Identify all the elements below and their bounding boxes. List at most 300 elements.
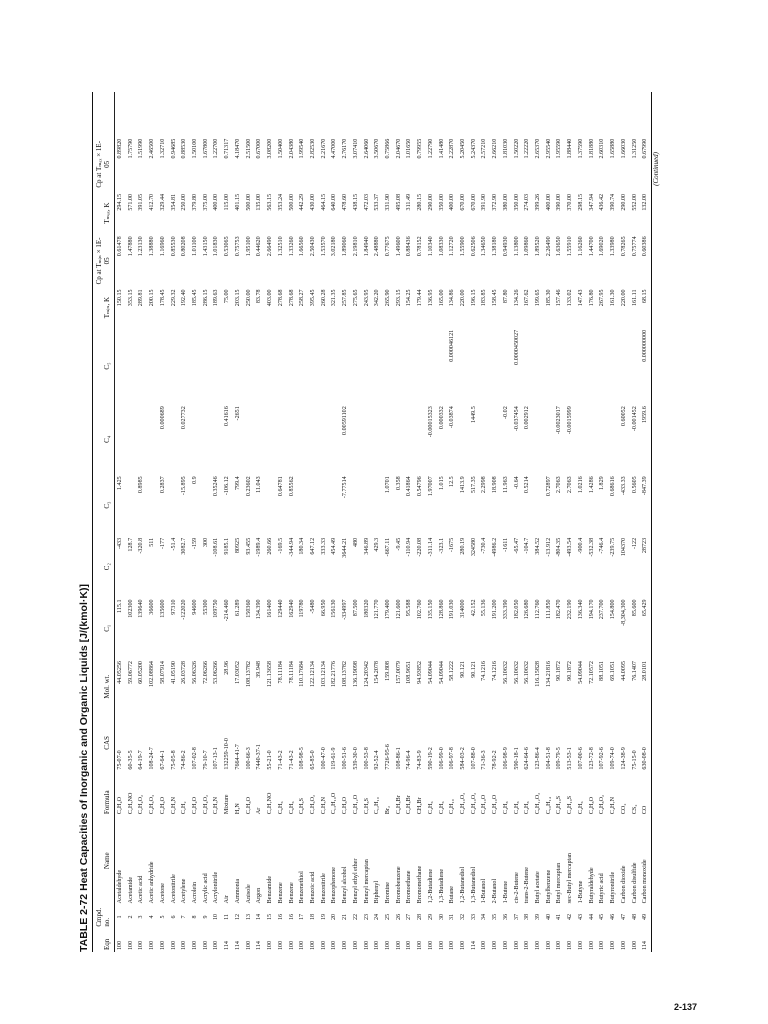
cell-formula: C₉H₁₂O [352,794,359,815]
cell-cmpd-no: 16 [288,913,295,921]
cell-c2: 9185.1 [224,537,231,555]
cell-cp-tmin: 0.75774 [631,236,638,257]
table-row [469,92,480,952]
cell-c3: 0.64781 [277,476,284,497]
cell-cp-tmax: 2.82530 [309,138,316,159]
cell-cas: 55-21-0 [267,750,274,770]
cell-c2: 3082.7 [181,537,188,555]
cell-spacer [136,92,147,137]
cell-cas: 7664-41-7 [234,744,241,770]
cell-cp-tmax: 0.67990 [642,138,649,159]
cell-cmpd-no: 45 [599,913,606,921]
cell-cp-tmin: 1.63650 [556,236,563,257]
cell-spacer [244,92,255,137]
cell-c1: 97310 [170,599,177,615]
cell-cp-tmax: 1.22700 [213,138,220,159]
cell-c2: -804.35 [556,537,563,557]
cell-c3: 0.23602 [245,476,252,497]
cell-cas: 106-97-8 [449,747,456,770]
cell-cas: 7440-37-1 [256,744,263,770]
cell-cas: 109-74-0 [610,747,617,770]
cell-c4 [319,404,330,474]
cell-mol-wt: 72.06266 [202,661,209,684]
cell-formula: C₆H₆ [277,801,284,815]
cell-cmpd-no: 21 [342,913,349,921]
cell-c2: -220.08 [417,537,424,557]
cell-mol-wt: 26.03728 [181,661,188,684]
cell-c5: 0.000046121 [449,329,456,362]
cell-formula: C₇H₇NO [267,792,274,815]
cell-c2: -65.47 [513,537,520,554]
col-header-c2: C₂ [103,563,111,571]
cell-c3: 0.68616 [610,476,617,497]
cell-eqn: 100 [620,940,627,950]
col-header-c3: C₃ [103,501,111,509]
cell-c5 [147,328,158,404]
cell-tmin: 278.68 [277,289,284,307]
cell-c1: -334997 [342,599,349,620]
cell-tmax: 250.00 [181,193,188,211]
cell-formula: C₆H₆ [288,801,295,815]
cell-c4: -2651 [234,406,241,421]
cell-c5 [394,328,405,404]
cell-cp-tmax: 2.21670 [320,138,327,159]
cell-c4 [576,404,587,474]
cell-mol-wt: 78.11184 [277,661,284,684]
cell-cp-tmax: 2.66210 [492,138,499,159]
cell-c1: 180320 [363,599,370,618]
cell-c5 [126,328,137,404]
cell-spacer [426,92,437,137]
cell-eqn: 100 [449,940,456,950]
cell-name: Acetamide [127,876,134,904]
cell-c2: -51.4 [170,537,177,551]
cell-mol-wt: 90.1872 [567,661,574,681]
cell-spacer [265,92,276,137]
cell-name: Benzyl alcohol [342,866,349,904]
cell-mol-wt: 58.07914 [159,661,166,684]
cell-c4 [297,404,308,474]
cell-c3 [362,474,373,536]
col-header-cmpd-no: Cmpd. no. [95,907,111,927]
cell-c2: -320.8 [138,537,145,554]
cell-eqn: 100 [342,940,349,950]
cell-c5 [619,328,630,404]
cell-c4 [533,404,544,474]
cell-tmax: 390.00 [556,193,563,211]
cell-cas: 119-61-9 [331,747,338,770]
col-header-c1: C₁ [103,624,111,632]
cell-cmpd-no: 37 [513,913,520,921]
cell-tmin: 83.78 [256,289,263,304]
cell-cp-tmax: 1.75790 [127,138,134,159]
cell-cmpd-no: 18 [309,913,316,921]
cell-c4 [265,404,276,474]
cell-name: Benzamide [267,875,274,904]
cell-mol-wt: 56.10632 [524,661,531,684]
cell-cp-tmax: 0.75866 [384,138,391,159]
cell-cp-tmax: 3.07410 [352,138,359,159]
cell-spacer [469,92,480,137]
cell-c5 [169,328,180,404]
cell-tmax: 563.15 [267,193,274,211]
cell-c4: 0.00591102 [342,406,349,435]
cell-tmin: 157.46 [556,289,563,307]
cell-mol-wt: 58.1222 [449,661,456,681]
cell-mol-wt: 110.17684 [299,661,306,687]
cell-spacer [394,92,405,137]
cell-spacer [597,92,608,137]
cell-tmax: 380.00 [502,193,509,211]
cell-tmax: 311.49 [406,193,413,211]
cell-cas: 71-36-3 [481,750,488,770]
cell-c1: 194.170 [588,599,595,620]
cell-c5 [490,328,501,404]
cell-cas: 106-98-9 [502,747,509,770]
cell-cp-tmax: 2.60310 [599,138,606,159]
cell-cp-tmax: 1.81030 [502,138,509,159]
cell-c5 [190,328,201,404]
cell-cas: 74-86-2 [181,750,188,770]
cell-cp-tmax: 1.50400 [277,138,284,159]
cell-c1: 55300 [202,599,209,615]
cell-tmax: 280.15 [417,193,424,211]
table-row [437,92,448,952]
cell-formula: C₄H₈ [513,801,520,815]
table-row [362,92,373,952]
cell-c4: -0.02 [502,406,509,419]
cell-c3 [147,474,158,536]
cell-mol-wt: 53.06266 [213,661,220,684]
cell-c2: -159 [192,537,199,550]
cell-cmpd-no: 33 [470,913,477,921]
cell-c3: 11.963 [502,476,509,493]
cell-cp-tmin: 1.32510 [277,236,284,257]
table-row [608,92,619,952]
cell-cmpd-no: 11 [224,914,231,920]
cell-formula: C₇H₈S [363,798,370,815]
cell-c2: 429.3 [374,537,381,552]
cell-cas: 107-00-6 [577,747,584,770]
cell-tmax: 379.80 [192,193,199,211]
cell-c5 [351,328,362,404]
table-row [512,92,523,952]
cell-cp-tmax: 2.04670 [395,138,402,159]
table-row [126,92,137,952]
cell-cp-tmin: 0.94930 [502,236,509,257]
cell-formula: C₇H₆O₂ [309,794,316,815]
cell-mol-wt: 54.09044 [438,661,445,684]
cell-cas: 513-53-1 [567,747,574,770]
cell-c1: 237.700 [599,599,606,620]
cell-cp-tmax: 1.37590 [577,138,584,159]
rotated-table-page [78,92,718,952]
cell-tmin: 75.00 [224,289,231,304]
cell-tmin: 267.95 [599,289,606,307]
cell-tmin: 321.35 [331,289,338,307]
cell-tmax: 412.70 [149,193,156,211]
cell-c3: 0.2837 [159,476,166,494]
cell-tmax: 290.00 [620,193,627,211]
cell-c5 [265,328,276,404]
cell-c2: 346.89 [363,537,370,555]
cell-c5 [426,328,437,404]
cell-cmpd-no: 29 [427,913,434,921]
cell-c4: -0.001452 [631,406,638,432]
cell-c4 [608,404,619,474]
cell-name: Bromine [384,881,391,904]
cell-c3: 2.2998 [481,476,488,494]
cell-cas: 7726-95-6 [384,744,391,770]
table-row [329,92,340,952]
cell-c2: -169.5 [277,537,284,554]
cell-c2: 647.12 [309,537,316,555]
cell-spacer [362,92,373,137]
cell-c1: 66.950 [320,599,327,617]
cell-mol-wt: 44.05256 [117,661,123,684]
cell-formula: C₃H₆O [159,797,166,815]
cell-tmin: 342.20 [374,289,381,307]
cell-tmax: 500.00 [288,193,295,211]
cell-c4 [136,404,147,474]
cell-c4 [201,404,212,474]
cell-cp-tmax: 0.89820 [117,138,123,159]
cell-name: Butyl acetate [535,871,542,904]
cell-tmin: 265.90 [384,289,391,307]
cell-cp-tmax: 0.94685 [170,138,177,159]
cell-c3 [351,474,362,536]
cell-cas: 75-07-0 [117,750,123,770]
cell-cp-tmin: 1.55910 [567,236,574,257]
cell-mol-wt: 76.1407 [631,661,638,681]
cell-cp-tmin: 0.80208 [181,236,188,257]
cell-tmax: 353.24 [277,193,284,211]
cell-eqn: 100 [181,940,188,950]
cell-c5 [437,328,448,404]
cell-formula: C₃H₄O₂ [202,794,209,815]
cell-cmpd-no: 6 [170,915,177,919]
cell-cmpd-no: 38 [524,913,531,921]
cell-cp-tmin: 0.78265 [620,236,627,257]
cell-cp-tmin: 1.01100 [192,236,199,256]
cell-c1: 156130 [331,599,338,618]
cell-c5 [201,328,212,404]
cell-cmpd-no: 7 [181,915,188,919]
cell-c2: 384.52 [535,537,542,555]
cell-tmin: 136.95 [427,289,434,307]
cell-tmax: 478.60 [342,193,349,211]
cell-cp-tmax: 0.79955 [417,138,424,159]
cell-c1: 121.770 [374,599,381,620]
cell-c2: 93.455 [245,537,252,555]
cell-cp-tmax: 4.47000 [331,138,338,159]
cell-c2: 3644.21 [342,537,349,558]
cell-c2: 260.66 [267,537,274,555]
cell-mol-wt: 103.12134 [320,661,327,687]
cell-c1: 94600 [192,599,199,615]
cell-cas: 108-24-7 [149,747,156,770]
cell-c1: 102.760 [417,599,424,620]
cell-cas: 71-43-2 [288,750,295,770]
cell-c5 [544,328,555,404]
table-row [244,92,255,952]
cell-eqn: 100 [267,940,274,950]
cell-eqn: 100 [556,940,563,950]
cell-cp-tmax: 1.65880 [610,138,617,159]
cell-tmin: 200.15 [149,289,156,307]
cell-c5 [244,328,255,404]
cell-c5 [340,328,351,404]
cell-cmpd-no: 15 [267,913,274,921]
cell-name: Ammonia [234,878,241,904]
cell-spacer [319,92,330,137]
cell-tmin: 250.00 [245,289,252,307]
cell-cas: 100-51-6 [342,747,349,770]
cell-formula: C₂H₅NO [127,792,134,815]
cell-cp-tmin: 1.84940 [363,236,370,257]
cell-mol-wt: 56.06326 [192,661,199,684]
cell-cp-tmax: 3.08200 [267,138,274,159]
cell-cp-tmax: 5.24370 [470,138,477,159]
cell-c2: -1675 [449,537,456,553]
cell-c1: 109750 [213,599,220,618]
cell-tmax: 391.90 [481,193,488,211]
cell-formula: C₄H₁₀O₂ [470,792,477,815]
cell-name: Benzene [288,882,295,904]
cell-c4 [383,404,394,474]
cell-formula: C₂H₅Br [406,795,413,815]
cell-c3: 1.829 [599,476,606,491]
cell-c4 [287,404,298,474]
cell-eqn: 100 [331,940,338,950]
table-row [190,92,201,952]
cell-tmax: 274.03 [524,193,531,211]
cell-c5 [608,328,619,404]
cell-formula: C₄H₆ [427,801,434,815]
cell-cp-tmin: 1.16260 [577,236,584,257]
cell-eqn: 100 [149,940,156,950]
cell-spacer [233,92,244,137]
cell-c4 [126,404,137,474]
cell-formula: C₇H₈O [245,797,252,815]
cell-eqn: 100 [363,940,370,950]
cell-mol-wt: 56.10632 [513,661,520,684]
cell-c5 [469,328,480,404]
cell-c3: 11.043 [256,476,263,493]
cell-cp-tmin: 0.75753 [234,236,241,257]
cell-eqn: 100 [170,940,177,950]
table-row [211,92,222,952]
cell-formula: C₂H₃N [170,797,177,815]
cell-cp-tmin: 1.95100 [245,236,252,257]
cell-formula: C₄H₈ [502,801,509,815]
cell-c1: -122020 [181,599,188,620]
cell-c1: 232.190 [567,599,574,620]
cell-spacer [372,92,383,137]
cell-c1: -8,304,300 [620,599,627,626]
cell-eqn: 100 [245,940,252,950]
cell-mol-wt: 78.11184 [288,661,295,684]
cell-tmin: 154.25 [406,289,413,307]
cell-formula: CO₂ [620,803,627,815]
cell-c2: 454.49 [331,537,338,555]
cell-c2: 324580 [470,537,477,557]
cell-c2: -344.94 [288,537,295,557]
cell-mol-wt: 41.05190 [170,661,177,684]
cell-c5 [576,328,587,404]
cell-formula: C₄H₁₀S [556,795,563,815]
cell-name: Air [224,895,231,904]
cell-cas: 60-35-5 [127,750,134,770]
cell-name: 1,2-Butanediol [460,866,466,904]
cell-name: Benzonitrile [320,873,327,904]
cell-c1: 161400 [267,599,274,618]
cell-tmax: 670.00 [470,193,477,211]
cell-c2: 280.19 [460,537,466,555]
cell-mol-wt: 69.1051 [610,661,617,681]
cell-c1: 121.600 [395,599,402,620]
col-header-formula: Formula [103,790,111,815]
cell-tmin: 403.00 [267,289,274,307]
cell-mol-wt: 90.121 [460,661,466,678]
cell-mol-wt: 28.96 [224,661,231,675]
cell-name: Carbon dioxide [620,865,627,904]
cell-cmpd-no: 13 [245,913,252,921]
table-row [179,92,190,952]
cell-name: 1-Butene [502,880,509,904]
cell-eqn: 100 [127,940,134,950]
table-row [501,92,512,952]
cell-c1: 102300 [127,599,134,618]
cell-cmpd-no: 22 [352,913,359,921]
cell-cas: 64-19-7 [138,750,145,770]
cell-mol-wt: 122.12134 [309,661,316,687]
cell-name: Argon [256,887,263,904]
cell-tmin: 258.27 [299,289,306,307]
cell-cmpd-no: 16 [277,913,284,921]
cell-mol-wt: 108.13782 [342,661,349,687]
cell-tmin: 161.11 [631,289,638,306]
cell-c1: 36600 [149,599,156,615]
cell-cp-tmax: 2.64060 [363,138,370,159]
cell-c3: -7.77514 [342,476,349,499]
cell-tmax: 400.00 [545,193,552,211]
cell-eqn: 100 [320,940,327,950]
cell-tmax: 375.00 [202,193,209,211]
cell-cas: 590-19-2 [427,747,434,770]
cell-c4: 1959.6 [642,406,649,423]
col-header-name: Name [103,852,111,870]
cell-tmax: 399.26 [535,193,542,211]
cell-eqn: 100 [309,940,316,950]
cell-mol-wt: 54.09044 [577,661,584,684]
cell-eqn: 100 [395,940,402,950]
cell-spacer [458,92,469,137]
cell-c2: -104.7 [524,537,531,554]
cell-cas: 100-53-8 [363,747,370,770]
cell-cp-tmin: 2.48880 [374,236,381,257]
cell-cp-tmin: 1.53570 [320,236,327,257]
table-row [265,92,276,952]
cell-cp-tmax: 2.22870 [449,138,456,159]
cell-mol-wt: 28.0101 [642,661,649,681]
cell-c2: -1611 [502,537,509,552]
cell-cmpd-no: 39 [535,913,542,921]
cell-spacer [276,92,287,137]
cell-tmin: 220.00 [460,289,466,307]
cell-c3 [126,474,137,536]
cell-name: Carbon disulfide [631,862,638,904]
